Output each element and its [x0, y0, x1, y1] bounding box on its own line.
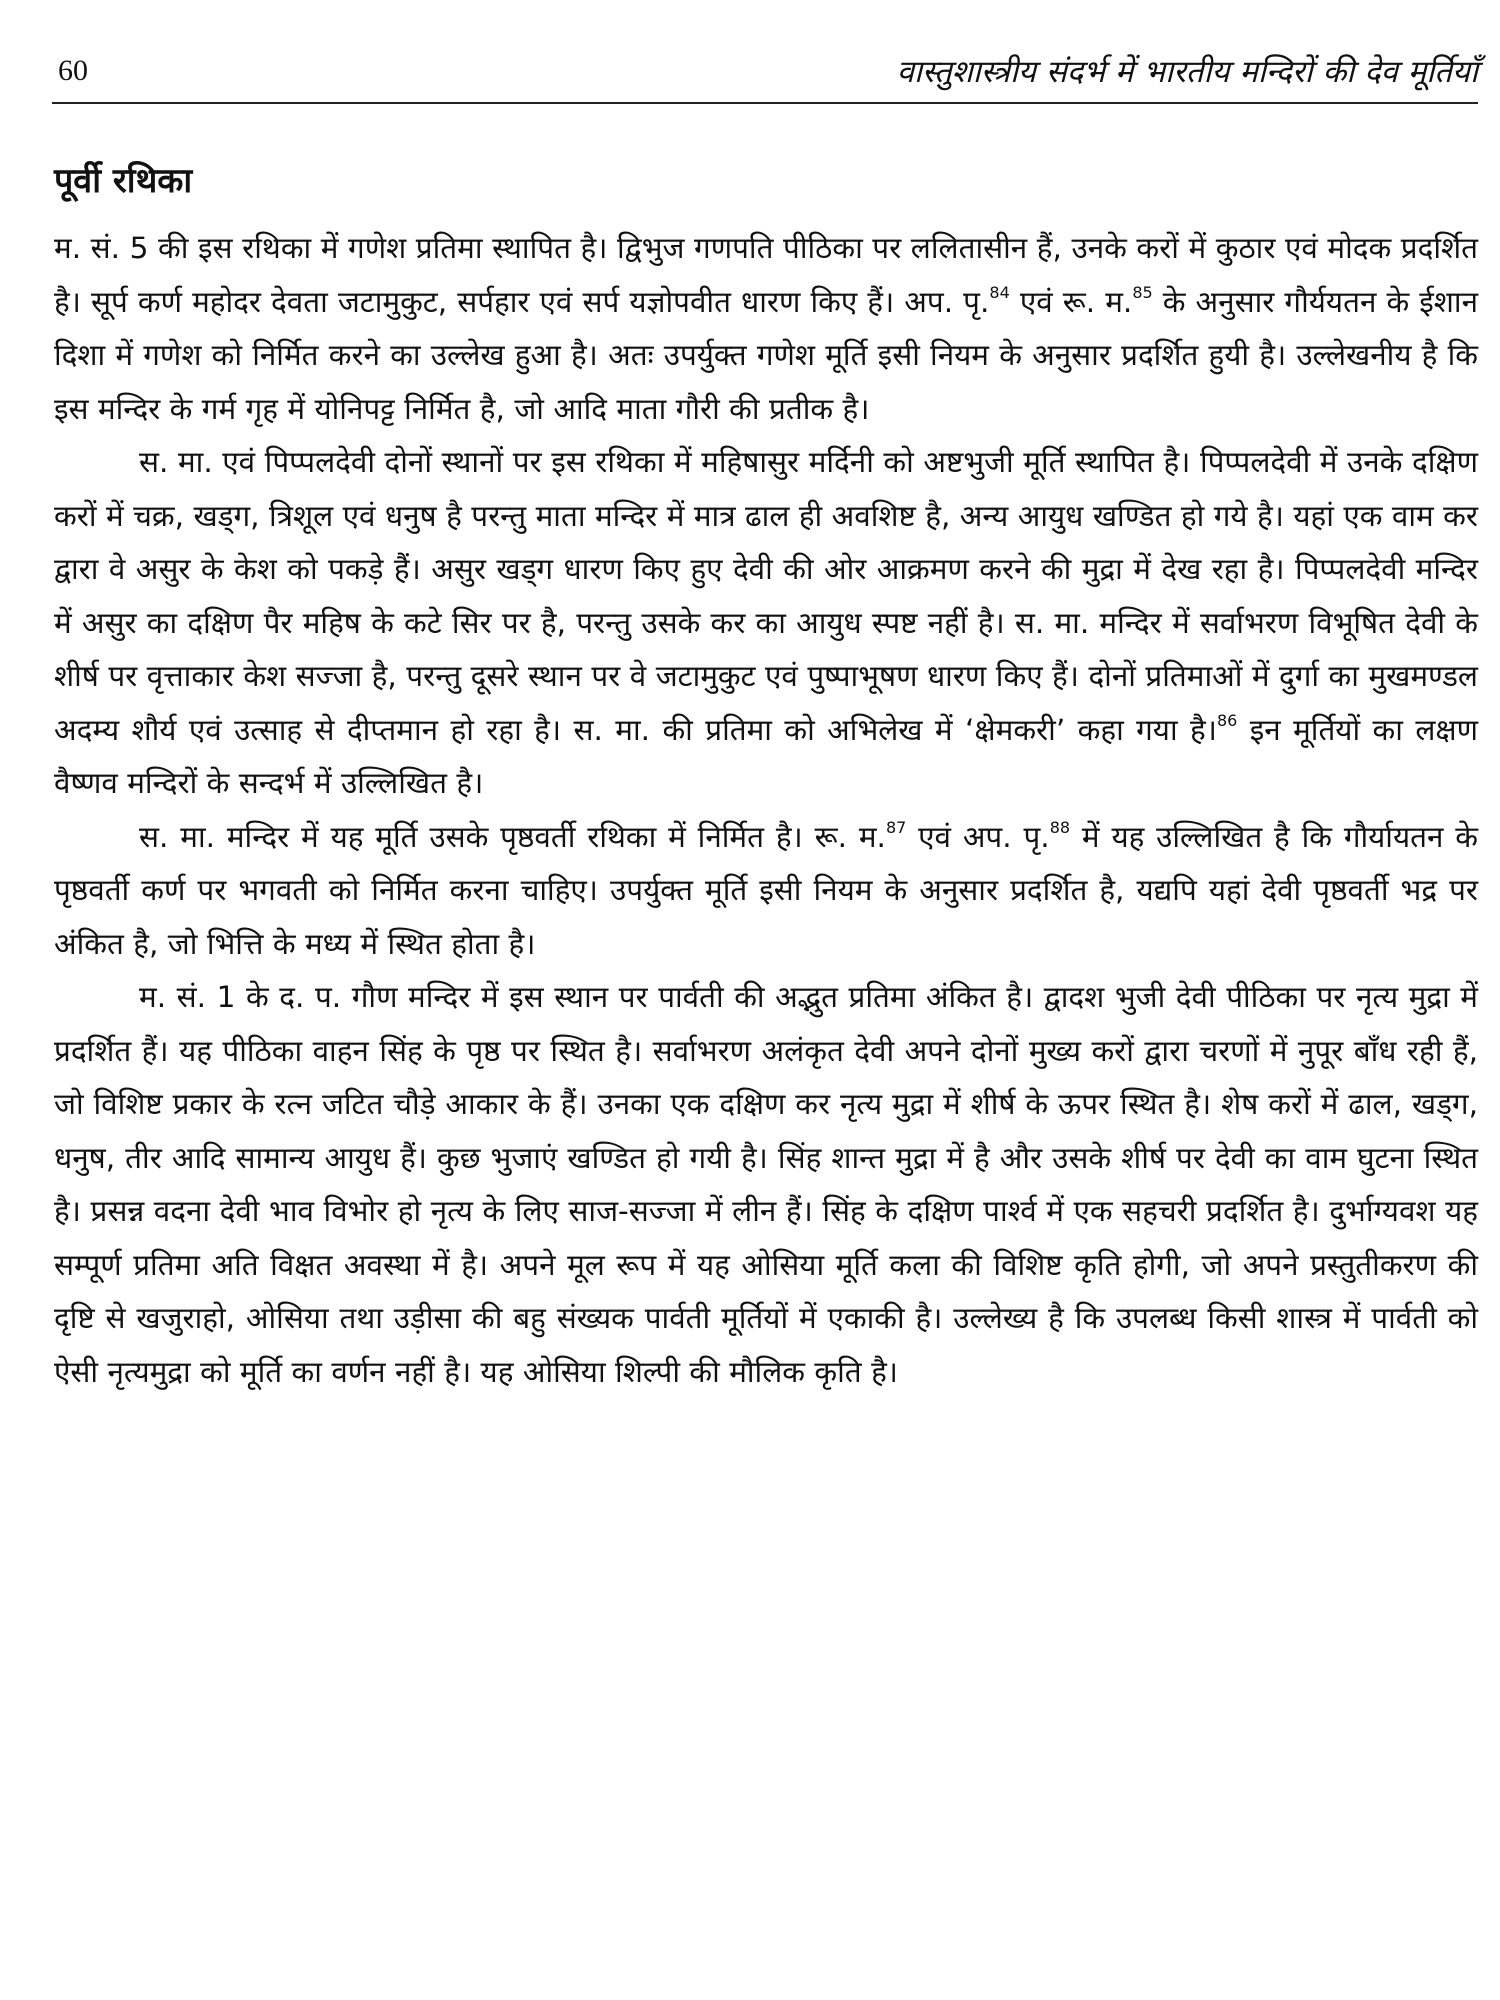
paragraph-3	[54, 811, 1478, 972]
paragraph-1-text-b: एवं रू. म.	[1009, 284, 1133, 319]
paragraph-1	[54, 222, 1478, 436]
paragraph-1-text-c: के अनुसार गौर्ययतन के ईशान दिशा में गणेश को निर्मित करने का उल्लेख हुआ है। अतः उपर्युक्त गणेश मूर्ति इसी नियम के अनुसार प्रदर्शित हुयी है। उल्लेखनीय है कि इस मन्दिर के गर्म गृह में योनिपट्ट निर्मित है, जो आदि माता गौरी की प्रतीक है।	[54, 284, 1478, 426]
paragraph-2-text-a: स. मा. एवं पिप्पलदेवी दोनों स्थानों पर इस रथिका में महिषासुर मर्दिनी को अष्टभुजी मूर्ति स्थापित है। पिप्पलदेवी में उनके दक्षिण करों में चक्र, खड्ग, त्रिशूल एवं धनुष है परन्तु माता मन्दिर में मात्र ढाल ही अवशिष्ट है, अन्य आयुध खण्डित हो गये है। यहां एक वाम कर द्वारा वे असुर के केश को पकड़े हैं। असुर खड्ग धारण किए हुए देवी की ओर आक्रमण करने की मुद्रा में देख रहा है। पिप्पलदेवी मन्दिर में असुर का दक्षिण पैर महिष के कटे सिर पर है, परन्तु उसके कर का आयुध स्पष्ट नहीं है। स. मा. मन्दिर में सर्वाभरण विभूषित देवी के शीर्ष पर वृत्ताकार केश सज्जा है, परन्तु दूसरे स्थान पर वे जटामुकुट एवं पुष्पाभूषण धारण किए हैं। दोनों प्रतिमाओं में दुर्गा का मुखमण्डल अदम्य शौर्य एवं उत्साह से दीप्तमान हो रहा है। स. मा. की प्रतिमा को अभिलेख में ‘क्षेमकरी’ कहा गया है।	[54, 445, 1478, 747]
body-text	[54, 222, 1478, 1399]
footnote-ref-87: 87	[885, 817, 907, 837]
page-number: 60	[58, 54, 88, 87]
paragraph-3-text-b: एवं अप. पृ.	[906, 819, 1050, 854]
header-rule	[52, 102, 1478, 104]
footnote-ref-88: 88	[1049, 817, 1071, 837]
footnote-ref-85: 85	[1132, 282, 1153, 302]
running-header	[38, 40, 1478, 102]
footnote-ref-86: 86	[1216, 710, 1238, 730]
paragraph-2-text-b: इन मूर्तियों का लक्षण वैष्णव मन्दिरों के सन्दर्भ में उल्लिखित है।	[54, 712, 1479, 800]
paragraph-2	[54, 436, 1478, 811]
paragraph-4	[54, 971, 1478, 1399]
paragraph-3-text-c: में यह उल्लिखित है कि गौर्यायतन के पृष्ठवर्ती कर्ण पर भगवती को निर्मित करना चाहिए। उपर्युक्त मूर्ति इसी नियम के अनुसार प्रदर्शित है, यद्यपि यहां देवी पृष्ठवर्ती भद्र पर अंकित है, जो भित्ति के मध्य में स्थित होता है।	[54, 819, 1479, 961]
paragraph-4-text-a: म. सं. 1 के द. प. गौण मन्दिर में इस स्थान पर पार्वती की अद्भुत प्रतिमा अंकित है। द्वादश भुजी देवी पीठिका पर नृत्य मुद्रा में प्रदर्शित हैं। यह पीठिका वाहन सिंह के पृष्ठ पर स्थित है। सर्वाभरण अलंकृत देवी अपने दोनों मुख्य करों द्वारा चरणों में नुपूर बाँध रही हैं, जो विशिष्ट प्रकार के रत्न जटित चौड़े आकार के हैं। उनका एक दक्षिण कर नृत्य मुद्रा में शीर्ष के ऊपर स्थित है। शेष करों में ढाल, खड्ग, धनुष, तीर आदि सामान्य आयुध हैं। कुछ भुजाएं खण्डित हो गयी है। सिंह शान्त मुद्रा में है और उसके शीर्ष पर देवी का वाम घुटना स्थित है। प्रसन्न वदना देवी भाव विभोर हो नृत्य के लिए साज-सज्जा में लीन हैं। सिंह के दक्षिण पार्श्व में एक सहचरी प्रदर्शित है। दुर्भाग्यवश यह सम्पूर्ण प्रतिमा अति विक्षत अवस्था में है। अपने मूल रूप में यह ओसिया मूर्ति कला की विशिष्ट कृति होगी, जो अपने प्रस्तुतीकरण की दृष्टि से खजुराहो, ओसिया तथा उड़ीसा की बहु संख्यक पार्वती मूर्तियों में एकाकी है। उल्लेख्य है कि उपलब्ध किसी शास्त्र में पार्वती को ऐसी नृत्यमुद्रा को मूर्ति का वर्णन नहीं है। यह ओसिया शिल्पी की मौलिक कृति है।	[54, 980, 1478, 1389]
section-heading: पूर्वी रथिका	[54, 161, 193, 201]
footnote-ref-84: 84	[989, 282, 1010, 302]
book-page	[38, 40, 1478, 1399]
paragraph-1-text-a: म. सं. 5 की इस रथिका में गणेश प्रतिमा स्थापित है। द्विभुज गणपति पीठिका पर ललितासीन हैं, उनके करों में कुठार एवं मोदक प्रदर्शित है। सूर्प कर्ण महोदर देवता जटामुकुट, सर्पहार एवं सर्प यज्ञोपवीत धारण किए हैं। अप. पृ.	[54, 231, 1478, 319]
paragraph-3-text-a: स. मा. मन्दिर में यह मूर्ति उसके पृष्ठवर्ती रथिका में निर्मित है। रू. म.	[139, 819, 886, 854]
running-title: वास्तुशास्त्रीय संदर्भ में भारतीय मन्दिरों की देव मूर्तियाँ	[896, 54, 1478, 90]
